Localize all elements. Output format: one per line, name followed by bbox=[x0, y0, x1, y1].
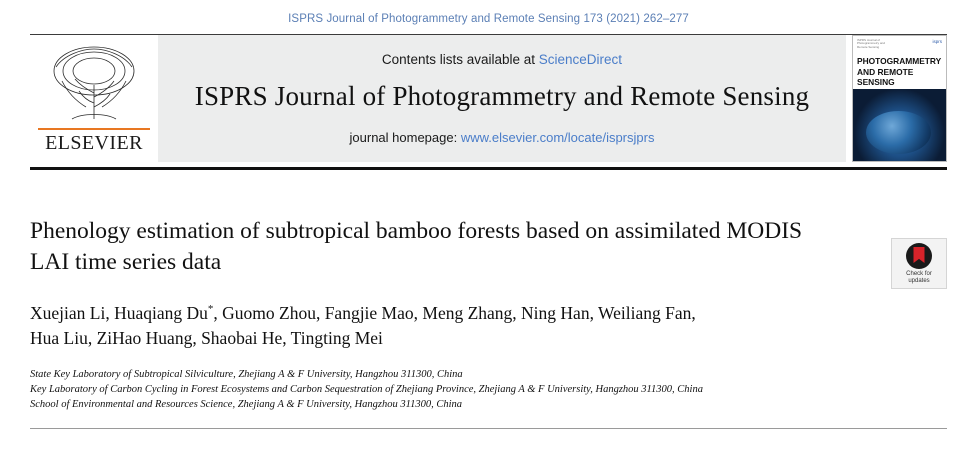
affiliation-item: Key Laboratory of Carbon Cycling in Forest Ecosystems and Carbon Sequestration of Zhejiang Province, Zhejiang A & F University, Hangzhou 311300, China bbox=[30, 384, 703, 395]
elsevier-logo bbox=[30, 35, 158, 162]
article-header bbox=[30, 216, 947, 412]
elsevier-wordmark: ELSEVIER bbox=[38, 128, 150, 155]
journal-cover-thumbnail bbox=[852, 35, 947, 162]
running-head: ISPRS Journal of Photogrammetry and Remote Sensing 173 (2021) 262–277 bbox=[288, 13, 689, 25]
journal-homepage-link[interactable]: www.elsevier.com/locate/isprsjprs bbox=[460, 130, 655, 145]
affiliation-item: School of Environmental and Resources Science, Zhejiang A & F University, Hangzhou 311300, China bbox=[30, 399, 463, 411]
journal-masthead bbox=[30, 34, 947, 162]
cover-title-line1: PHOTOGRAMMETRY bbox=[857, 56, 942, 66]
crossmark-icon bbox=[906, 243, 932, 269]
crossmark-line2: updates bbox=[908, 278, 930, 285]
journal-homepage-line bbox=[350, 130, 655, 145]
authors-segment-3: Hua Liu, ZiHao Huang, Shaobai He, Tingting Mei bbox=[30, 327, 383, 348]
sciencedirect-link[interactable]: ScienceDirect bbox=[538, 52, 623, 67]
contents-prefix: Contents lists available at bbox=[381, 52, 536, 67]
authors-segment-1: Xuejian Li, Huaqiang Du bbox=[30, 303, 208, 324]
authors-segment-2: , Guomo Zhou, Fangjie Mao, Meng Zhang, Ning Han, Weiliang Fan, bbox=[213, 303, 696, 324]
crossmark-line1: Check for bbox=[906, 271, 932, 277]
affiliation-list bbox=[30, 367, 947, 413]
cover-header bbox=[853, 36, 946, 56]
masthead-bottom-rule bbox=[30, 167, 947, 170]
affiliation-item: State Key Laboratory of Subtropical Silviculture, Zhejiang A & F University, Hangzhou 311300, China bbox=[30, 368, 463, 380]
cover-society-label: isprs bbox=[932, 39, 942, 44]
cover-earth-image bbox=[853, 89, 946, 161]
page-title: Phenology estimation of subtropical bamboo forests based on assimilated MODIS LAI time series data bbox=[30, 218, 803, 275]
cover-title-line2: AND REMOTE SENSING bbox=[857, 67, 914, 87]
crossmark-badge[interactable] bbox=[891, 238, 947, 289]
journal-title: ISPRS Journal of Photogrammetry and Remote Sensing bbox=[194, 81, 810, 111]
cover-micro-text: ISPRS Journal of Photogrammetry and Remote Sensing bbox=[857, 38, 886, 49]
author-list bbox=[30, 301, 947, 351]
article-header-bottom-rule bbox=[30, 428, 947, 429]
elsevier-tree-icon bbox=[42, 41, 146, 127]
contents-available-line bbox=[382, 52, 622, 67]
corresponding-author-mark: * bbox=[207, 303, 214, 316]
journal-band bbox=[158, 35, 846, 162]
homepage-prefix: journal homepage: bbox=[349, 130, 458, 145]
